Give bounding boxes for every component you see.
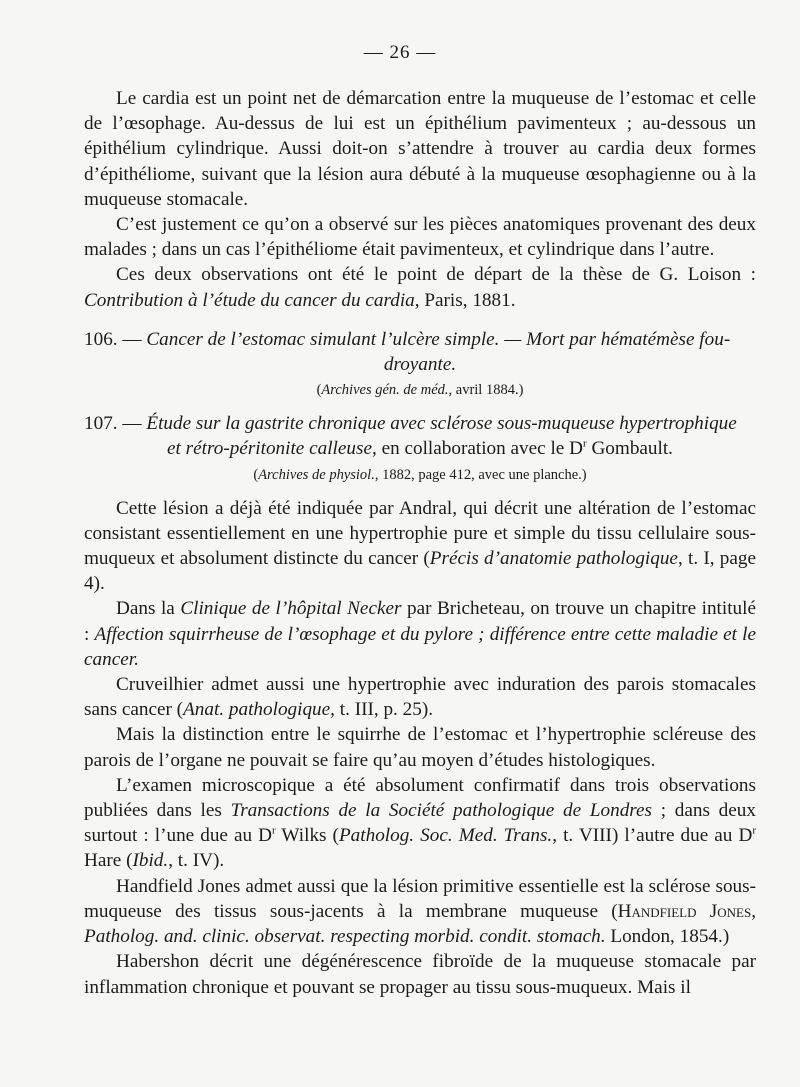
entry-title: Étude sur la gastrite chronique avec sclérose sous-muqueuse hypertrophique [146, 413, 737, 435]
entry-title-part: et rétro-péritonite calleuse [167, 438, 372, 460]
text-run: , en collaboration avec le D [371, 438, 583, 460]
text-run: Le cardia est un point net de démarcation entre la muqueuse de l’estomac et celle de l’œsophage. Au-dessus de lui est un épithélium pavimenteux ; au-dessous un épithélium cylindrique. Aussi doit-on s’attendre à trouver au cardia deux formes d’épithéliome, suivant que la lésion aura débuté à la muqueuse œsophagienne ou à la muqueuse stomacale. [84, 88, 756, 210]
paragraph-handfield-jones [84, 874, 756, 950]
entry-106 [84, 327, 756, 377]
superscript: r [582, 438, 587, 451]
text-run: , t. I, page 4). [84, 548, 757, 595]
text-run: L’examen microscopique a été absolument confirmatif dans trois observations publiées dans les [84, 774, 756, 822]
source-details: , 1882, page 412, avec une planche. [374, 466, 582, 483]
paragraph-cardia [84, 86, 756, 212]
work-title: Patholog. Soc. Med. Trans. [338, 825, 553, 847]
text-run: Mais la distinction entre le squirrhe de l’estomac et l’hypertrophie scléreuse des parois de l’organe ne pouvait se faire qu’au moyen d’études histologiques. [84, 724, 756, 771]
text-run: Dans la [116, 598, 181, 620]
text-run: Handfield Jones admet aussi que la lésion primitive essentielle est la sclérose sous-muqueuse des tissus sous-jacents à la membrane muqueuse ( [84, 875, 756, 922]
superscript: r [272, 824, 276, 837]
entry-106-source: (Archives gén. de méd., avril 1884.) [316, 382, 524, 399]
entry-number: 106. — [84, 328, 142, 350]
entry-title-continuation: droyante. [383, 354, 457, 376]
paragraph-andral [84, 496, 756, 597]
entry-title-continuation [84, 436, 756, 461]
work-title: Anat. pathologique [183, 699, 331, 721]
text-run: Cruveilhier admet aussi une hypertrophie avec induration des parois stomacales sans cancer ( [84, 674, 756, 721]
text-run: Gombault. [586, 438, 673, 460]
source-journal: Archives de physiol. [258, 466, 375, 483]
paragraph-observations [84, 212, 756, 262]
text-run: C’est justement ce qu’on a observé sur les pièces anatomiques provenant des deux malades ; dans un cas l’épithéliome était pavimenteux, et cylindrique dans l’autre. [84, 214, 756, 261]
text-run: Ces deux observations ont été le point de départ de la thèse de G. Loison : [116, 264, 756, 286]
paragraph-distinction [84, 722, 756, 772]
text-run: Habershon décrit une dégénérescence fibroïde de la muqueuse stomacale par inflammation chronique et pouvant se propager au tissu sous-muqueux. Mais il [84, 951, 756, 998]
text-run: par Bricheteau, on trouve un chapitre intitulé : [84, 598, 756, 645]
chapter-title: Affection squirrheuse de l’œsophage et du pylore ; différence entre cette maladie et le cancer. [84, 623, 756, 670]
text-run: , t. VIII) l’autre due au D [552, 825, 753, 847]
body-text [84, 86, 756, 1000]
author-name: Handfield Jones [617, 900, 752, 922]
entry-107 [84, 411, 756, 461]
entry-title: Cancer de l’estomac simulant l’ulcère simple. — Mort par hématémèse fou- [146, 328, 731, 350]
paragraph-bricheteau [84, 596, 756, 672]
entry-107-source: (Archives de physiol., 1882, page 412, avec une planche.) [253, 466, 587, 483]
text-run: ; dans deux surtout : l’une due au D [84, 800, 756, 847]
work-title: Patholog. and. clinic. observat. respecting morbid. condit. stomach. [84, 926, 606, 948]
text-run: Hare ( [84, 850, 133, 872]
work-title: Ibid. [132, 850, 169, 872]
text-run: London, 1854.) [605, 926, 730, 948]
work-title: Clinique de l’hôpital Necker [180, 598, 402, 620]
work-title: Contribution à l’étude du cancer du cardia [84, 289, 415, 311]
text-run: Cette lésion a déjà été indiquée par Andral, qui décrit une altération de l’estomac consistant essentiellement en une hypertrophie pure et simple du tissu cellulaire sous-muqueux et absolument distincte du cancer ( [84, 497, 756, 570]
source-details: , avril 1884. [448, 382, 519, 399]
entry-number: 107. — [84, 413, 142, 435]
text-run: , t. IV). [168, 850, 225, 872]
paragraph-microscopique [84, 773, 756, 874]
work-title: Transactions de la Société pathologique de Londres [230, 800, 653, 822]
paragraph-habershon [84, 949, 756, 999]
source-journal: Archives gén. de méd. [321, 382, 449, 399]
paragraph-loison [84, 262, 756, 312]
work-title: Précis d’anatomie pathologique [429, 548, 678, 570]
text-run: Wilks ( [275, 825, 339, 847]
paragraph-cruveilhier [84, 672, 756, 722]
superscript: r [752, 824, 756, 837]
text-run: , [751, 900, 757, 922]
page-number: — 26 — [363, 42, 437, 63]
text-run: , t. III, p. 25). [330, 699, 434, 721]
text-run: , Paris, 1881. [414, 289, 516, 311]
